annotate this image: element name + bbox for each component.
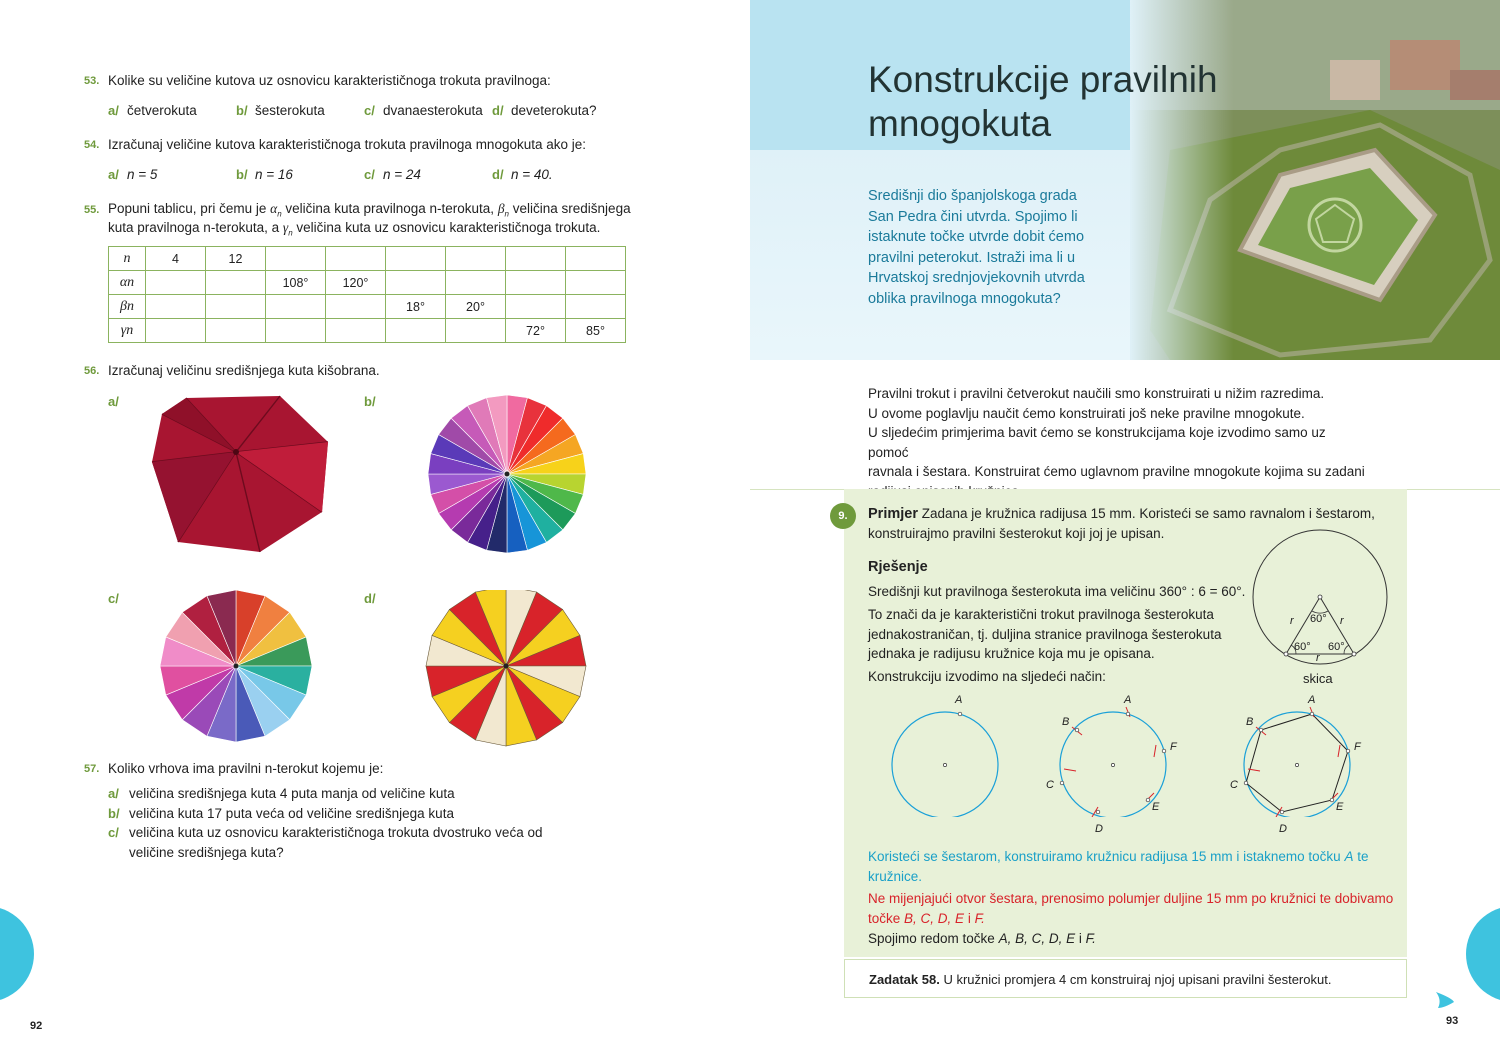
point-label: E (1152, 801, 1160, 813)
umbrella-rainbow-image (426, 393, 588, 555)
item-label: d/ (492, 167, 504, 182)
table-cell[interactable] (446, 271, 506, 295)
table-cell[interactable] (266, 319, 326, 343)
sketch-r-label: r (1290, 615, 1294, 627)
point-label: C (1046, 779, 1054, 791)
beta-symbol: β (497, 201, 505, 216)
construction-step2 (1056, 703, 1170, 817)
item-text: veličina kuta uz osnovicu karakterističnoga trokuta dvostruko veća od (129, 825, 543, 840)
item-label: b/ (108, 806, 120, 821)
text-part: F. (974, 911, 985, 926)
paragraph-line: ravnala i šestara. Konstruirat ćemo uglavnom pravilne mnogokute kojima su zadani (868, 464, 1365, 479)
item-text: četverokuta (127, 103, 197, 118)
decorative-blob (1466, 906, 1500, 1002)
text-part: Zadana je kružnica radijusa 15 mm. Koristeći se samo ravnalom i šestarom, (921, 506, 1375, 521)
table-row (109, 271, 626, 295)
table-cell[interactable] (386, 271, 446, 295)
text-part: i (967, 911, 971, 926)
table-cell[interactable] (206, 295, 266, 319)
question-number: 57. (84, 763, 100, 775)
gamma-symbol: γ (282, 220, 289, 235)
table-cell[interactable] (566, 295, 626, 319)
solution-text: jednakostraničan, tj. duljina stranice pravilnoga šesterokuta (868, 627, 1222, 642)
solution-text: jednaka je radijusu kružnice koja mu je opisana. (868, 646, 1155, 661)
item-label: c/ (364, 103, 375, 118)
item-text: n = 16 (255, 167, 293, 182)
intro-text: Središnji dio španjolskoga grada San Pedra čini utvrda. Spojimo li istaknute točke utvrde dobit ćemo pravilni peterokut. Istraži ima li u Hrvatskoj srednjovjekovnih utvrda oblika pravilnoga mnogokuta? (868, 188, 1085, 307)
fortress-photo (1130, 0, 1500, 360)
item-text: n = 5 (127, 167, 158, 182)
sketch-diagram (1250, 529, 1390, 669)
table-cell[interactable] (506, 247, 566, 271)
text-part: Spojimo redom točke (868, 931, 995, 946)
example-text: konstruirajmo pravilni šesterokut koji joj je upisan. (868, 526, 1165, 541)
chapter-header (750, 0, 1500, 360)
table-row-header: n (109, 247, 146, 271)
example-badge: 9. (830, 503, 856, 529)
task-text: U kružnici promjera 4 cm konstruiraj njoj upisani pravilni šesterokut. (943, 972, 1332, 987)
item-label: b/ (236, 103, 248, 118)
right-page (750, 0, 1500, 1061)
point-label: B (1246, 716, 1254, 728)
point-label: B (1062, 716, 1070, 728)
umbrella-pastel-image (158, 588, 314, 750)
table-cell[interactable] (446, 319, 506, 343)
text-part: veličina kuta pravilnoga n-terokuta, (285, 201, 495, 216)
table-row-header: γn (109, 319, 146, 343)
item-label: b/ (236, 167, 248, 182)
text-part: kružnice. (868, 869, 923, 884)
table-cell[interactable] (326, 319, 386, 343)
step-1-text (868, 847, 1388, 887)
text-part: A, B, C, D, E (998, 931, 1076, 946)
sketch-angle-label: 60° (1328, 641, 1345, 653)
umbrella-yellow-red-image (424, 590, 588, 750)
item-label: c/ (108, 591, 119, 606)
table-cell[interactable] (326, 247, 386, 271)
table-cell[interactable]: 4 (146, 247, 206, 271)
table-cell[interactable] (446, 247, 506, 271)
table-cell[interactable]: 12 (206, 247, 266, 271)
point-label: F (1354, 741, 1361, 753)
table-cell[interactable] (266, 247, 326, 271)
step-3-text (868, 931, 1096, 946)
example-heading: Primjer (868, 506, 918, 522)
point-label: A (1124, 694, 1132, 706)
solution-text: Središnji kut pravilnoga šesterokuta ima veličinu 360° : 6 = 60°. (868, 584, 1246, 599)
decorative-blob (0, 906, 34, 1002)
solution-title: Rješenje (868, 559, 928, 575)
table-cell[interactable]: 108° (266, 271, 326, 295)
table-cell[interactable] (506, 295, 566, 319)
item-text: n = 40. (511, 167, 553, 182)
umbrella-red-image (148, 392, 334, 554)
paragraph-line: U sljedećim primjerima bavit ćemo se konstrukcijama koje izvodimo samo uz pomoć (868, 425, 1326, 460)
sketch-caption: skica (1303, 671, 1333, 686)
task-label: Zadatak 58. (869, 972, 940, 987)
item-label: d/ (492, 103, 504, 118)
item-label: c/ (108, 825, 119, 840)
point-label: D (1279, 823, 1287, 835)
text-part: veličina kuta uz osnovicu karakterističnoga trokuta. (296, 220, 601, 235)
item-text: dvanaesterokuta (383, 103, 483, 118)
point-label: A (1308, 694, 1316, 706)
sketch-angle-label: 60° (1310, 613, 1327, 625)
text-part: B, C, D, E (904, 911, 965, 926)
item-text: deveterokuta? (511, 103, 597, 118)
sketch-r-label: r (1340, 615, 1344, 627)
page-number: 93 (1446, 1015, 1459, 1027)
question-number: 55. (84, 204, 100, 216)
item-text: n = 24 (383, 167, 421, 182)
item-text-continuation: veličine središnjega kuta? (129, 845, 284, 860)
example-box (838, 489, 1407, 957)
item-text: šesterokuta (255, 103, 325, 118)
text-part: i (1078, 931, 1082, 946)
question-text: Kolike su veličine kutova uz osnovicu karakterističnoga trokuta pravilnoga: (108, 73, 551, 88)
example-text (868, 506, 1375, 522)
paragraph-line: Pravilni trokut i pravilni četverokut naučili smo konstruirati u nižim razredima. (868, 386, 1325, 401)
chapter-title (868, 58, 1218, 146)
text-part: F. (1085, 931, 1096, 946)
text-part: Ne mijenjajući otvor šestara, prenosimo polumjer duljine 15 mm po kružnici te dobivamo (868, 891, 1394, 906)
play-arrow-icon (1434, 990, 1456, 1010)
text-part: A (1344, 849, 1354, 864)
chapter-paragraph (868, 384, 1368, 501)
text-part: te (1357, 849, 1369, 864)
table-row-header: βn (109, 295, 146, 319)
table-cell[interactable] (206, 271, 266, 295)
table-row (109, 319, 626, 343)
table-cell[interactable]: 85° (566, 319, 626, 343)
sketch-angle-label: 60° (1294, 641, 1311, 653)
item-label: a/ (108, 167, 119, 182)
table-cell[interactable] (566, 271, 626, 295)
table-cell[interactable]: 18° (386, 295, 446, 319)
table-cell[interactable] (146, 295, 206, 319)
table-cell[interactable] (326, 295, 386, 319)
question-text: Koliko vrhova ima pravilni n-terokut kojemu je: (108, 761, 384, 776)
item-label: a/ (108, 786, 119, 801)
item-label: a/ (108, 394, 119, 409)
table-row (109, 295, 626, 319)
point-label: F (1170, 741, 1177, 753)
item-label: d/ (364, 591, 376, 606)
question-text: Izračunaj veličine kutova karakterističnoga trokuta pravilnoga mnogokuta ako je: (108, 137, 587, 152)
table-cell[interactable]: 120° (326, 271, 386, 295)
table-cell[interactable] (146, 271, 206, 295)
item-label: c/ (364, 167, 375, 182)
table-cell[interactable] (386, 247, 446, 271)
question-text: Izračunaj veličinu središnjega kuta kišobrana. (108, 363, 380, 378)
title-line: Konstrukcije pravilnih (868, 59, 1218, 100)
question-number: 54. (84, 139, 100, 151)
table-cell[interactable] (566, 247, 626, 271)
step-2-text (868, 889, 1408, 929)
point-label: A (955, 694, 963, 706)
construction-step1 (888, 703, 1002, 817)
question-text: kuta pravilnoga n-terokuta, a $\gamma_n$ veličina kuta uz osnovicu karakterističnoga trokuta. (108, 220, 601, 238)
solution-text: To znači da je karakteristični trokut pravilnoga šesterokuta (868, 607, 1214, 622)
table-cell[interactable] (146, 319, 206, 343)
page-number: 92 (30, 1020, 43, 1032)
alpha-symbol: α (270, 201, 278, 216)
sketch-r-label: r (1316, 652, 1320, 664)
point-label: D (1095, 823, 1103, 835)
text-part: veličina središnjega (512, 201, 631, 216)
solution-text: Konstrukciju izvodimo na sljedeći način: (868, 669, 1106, 684)
text-part: Koristeći se šestarom, konstruiramo kružnicu radijusa 15 mm i istaknemo točku (868, 849, 1341, 864)
table-cell[interactable]: 72° (506, 319, 566, 343)
question-number: 53. (84, 75, 100, 87)
point-label: E (1336, 801, 1344, 813)
paragraph-line: U ovome poglavlju naučit ćemo konstruirati još neke pravilne mnogokute. (868, 405, 1305, 421)
angle-table (108, 246, 626, 343)
item-label: a/ (108, 103, 119, 118)
table-cell[interactable] (386, 319, 446, 343)
title-line: mnogokuta (868, 103, 1052, 144)
text-part: točke (868, 911, 901, 926)
table-cell[interactable] (206, 319, 266, 343)
table-row (109, 247, 626, 271)
table-cell[interactable] (266, 295, 326, 319)
point-label: C (1230, 779, 1238, 791)
text-part: Popuni tablicu, pri čemu je (108, 201, 267, 216)
text-part: kuta pravilnoga n-terokuta, a (108, 220, 280, 235)
table-cell[interactable]: 20° (446, 295, 506, 319)
construction-step3 (1240, 703, 1354, 817)
table-cell[interactable] (506, 271, 566, 295)
question-number: 56. (84, 365, 100, 377)
item-label: b/ (364, 394, 376, 409)
table-row-header: αn (109, 271, 146, 295)
item-text: veličina kuta 17 puta veća od veličine središnjega kuta (129, 806, 454, 821)
task-box (844, 959, 1407, 998)
item-text: veličina središnjega kuta 4 puta manja od veličine kuta (129, 786, 455, 801)
question-text: Popuni tablicu, pri čemu je $\alpha_n$ veličina kuta pravilnoga n-terokuta, $\beta_n$ veličina središnjega (108, 201, 631, 219)
